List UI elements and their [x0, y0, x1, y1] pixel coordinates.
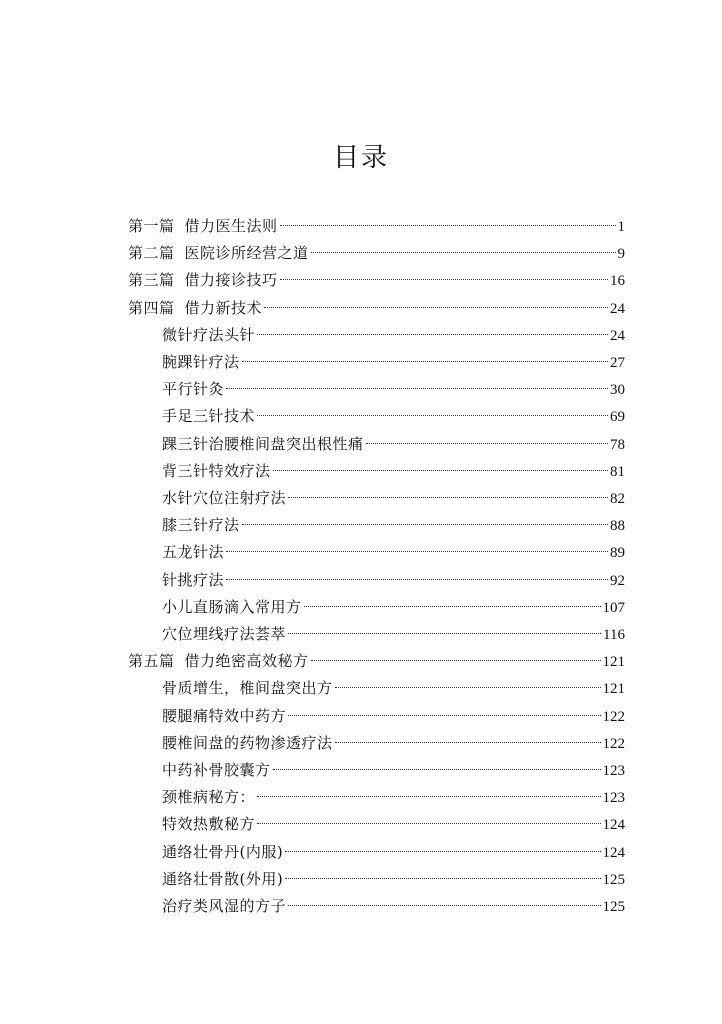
toc-entry[interactable] [128, 240, 625, 267]
toc-dot-leader [288, 715, 600, 716]
toc-entry[interactable] [162, 893, 625, 920]
toc-entry-title: 通络壮骨散(外用) [162, 869, 284, 888]
toc-entry-page-number: 121 [602, 654, 625, 671]
toc-entry-title: 治疗类风湿的方子 [162, 897, 287, 915]
toc-entry[interactable] [162, 784, 625, 811]
toc-entry[interactable] [162, 866, 625, 893]
toc-entry-title: 通络壮骨丹(内服) [162, 842, 284, 861]
toc-entry-page-number: 9 [617, 246, 625, 263]
toc-entry-title: 踝三针治腰椎间盘突出根性痛 [162, 434, 364, 453]
toc-entry-page-number: 107 [602, 599, 625, 616]
toc-entry-title: 腰腿痛特效中药方 [162, 706, 287, 725]
toc-dot-leader [280, 279, 608, 280]
toc-dot-leader [257, 415, 608, 416]
toc-entry[interactable] [128, 267, 625, 294]
toc-entry[interactable] [162, 703, 625, 730]
toc-entry-title: 借力接诊技巧 [184, 271, 278, 290]
toc-entry-title: 背三针特效疗法 [162, 461, 271, 480]
toc-dot-leader [335, 742, 601, 743]
toc-entry-title: 小儿直肠滴入常用方 [162, 597, 302, 616]
toc-entry[interactable] [162, 539, 625, 566]
toc-entry-page-number: 92 [610, 572, 625, 589]
toc-entry-page-number: 24 [610, 327, 625, 344]
toc-entry-title: 借力新技术 [184, 298, 263, 317]
toc-entry[interactable] [162, 594, 625, 621]
toc-entry-title: 特效热敷秘方 [162, 815, 256, 834]
toc-entry-page-number: 16 [610, 273, 625, 290]
toc-dot-leader [257, 334, 608, 335]
toc-entry[interactable] [162, 376, 625, 403]
toc-dot-leader [242, 524, 608, 525]
toc-entry-page-number: 125 [602, 871, 625, 888]
toc-entry-part-number: 第四篇 [128, 298, 175, 317]
toc-entry[interactable] [162, 485, 625, 512]
toc-entry-page-number: 1 [617, 219, 625, 235]
toc-entry[interactable] [162, 512, 625, 539]
toc-dot-leader [288, 905, 600, 906]
toc-entry-title: 借力医生法则 [184, 217, 278, 235]
toc-dot-leader [226, 551, 608, 552]
toc-dot-leader [280, 225, 616, 226]
toc-entry-page-number: 24 [610, 300, 625, 317]
toc-entry-page-number: 124 [602, 844, 625, 861]
toc-entry-page-number: 124 [602, 817, 625, 834]
toc-entry-title: 骨质增生，椎间盘突出方 [162, 679, 333, 698]
toc-entry[interactable] [162, 431, 625, 458]
toc-entry-page-number: 121 [602, 681, 625, 698]
toc-dot-leader [311, 252, 616, 253]
toc-entry-part-number: 第五篇 [128, 652, 175, 671]
toc-entry-title: 膝三针疗法 [162, 516, 240, 535]
toc-dot-leader [288, 633, 601, 634]
toc-entry[interactable] [162, 839, 625, 866]
toc-entry-page-number: 89 [610, 545, 625, 562]
toc-dot-leader [264, 307, 608, 308]
toc-entry-title: 手足三针技术 [162, 407, 256, 426]
toc-entry-title: 针挑疗法 [162, 570, 225, 589]
toc-entry-page-number: 69 [610, 409, 625, 426]
toc-dot-leader [366, 443, 608, 444]
toc-entry[interactable] [162, 349, 625, 376]
toc-entry[interactable] [162, 322, 625, 349]
toc-entry[interactable] [162, 675, 625, 702]
toc-entry-title: 颈椎病秘方： [162, 788, 256, 807]
toc-entry-page-number: 125 [602, 899, 625, 915]
toc-dot-leader [335, 687, 601, 688]
toc-entry-page-number: 81 [610, 463, 625, 480]
page-title: 目录 [332, 143, 389, 173]
toc-entry[interactable] [128, 648, 625, 675]
toc-dot-leader [311, 660, 601, 661]
toc-entry[interactable] [162, 811, 625, 838]
toc-dot-leader [285, 878, 600, 879]
toc-entry-title: 平行针灸 [162, 380, 225, 399]
toc-entry-page-number: 78 [610, 436, 625, 453]
toc-entry[interactable] [162, 403, 625, 430]
toc-entry[interactable] [128, 295, 625, 322]
toc-dot-leader [242, 361, 608, 362]
toc-dot-leader [257, 796, 600, 797]
toc-entry-page-number: 122 [602, 735, 625, 752]
toc-entry-part-number: 第二篇 [128, 244, 175, 263]
toc-entry-page-number: 123 [602, 763, 625, 779]
toc-entry-title: 穴位埋线疗法荟萃 [162, 625, 287, 643]
toc-entry-title: 微针疗法头针 [162, 325, 256, 344]
toc-entry-page-number: 82 [610, 491, 625, 507]
toc-entry[interactable] [162, 458, 625, 485]
toc-dot-leader [273, 470, 608, 471]
toc-entry-title: 水针穴位注射疗法 [162, 489, 287, 507]
toc-entry-page-number: 27 [610, 355, 625, 371]
toc-entry-title: 医院诊所经营之道 [184, 244, 309, 263]
toc-entry-title: 腰椎间盘的药物渗透疗法 [162, 733, 333, 752]
toc-entry[interactable] [128, 213, 625, 240]
toc-entry[interactable] [162, 621, 625, 648]
toc-entry-title: 借力绝密高效秘方 [184, 652, 309, 671]
toc-entry-page-number: 116 [603, 627, 625, 643]
toc-entry-page-number: 123 [602, 790, 625, 807]
toc-entry[interactable] [162, 567, 625, 594]
toc-dot-leader [285, 851, 600, 852]
toc-dot-leader [288, 497, 608, 498]
toc-entry-page-number: 30 [610, 382, 625, 399]
toc-entry[interactable] [162, 757, 625, 784]
toc-entry-title: 五龙针法 [162, 543, 225, 562]
toc-entry-title: 中药补骨胶囊方 [162, 761, 271, 779]
toc-dot-leader [226, 579, 608, 580]
toc-entry[interactable] [162, 730, 625, 757]
toc-entry-part-number: 第三篇 [128, 271, 175, 290]
toc-dot-leader [304, 606, 601, 607]
toc-dot-leader [273, 769, 601, 770]
toc-entry-part-number: 第一篇 [128, 217, 175, 235]
toc-entry-page-number: 88 [610, 518, 625, 535]
toc-entry-page-number: 122 [602, 708, 625, 725]
toc-dot-leader [226, 388, 608, 389]
toc-entry-title: 腕踝针疗法 [162, 353, 240, 371]
toc-dot-leader [257, 823, 600, 824]
